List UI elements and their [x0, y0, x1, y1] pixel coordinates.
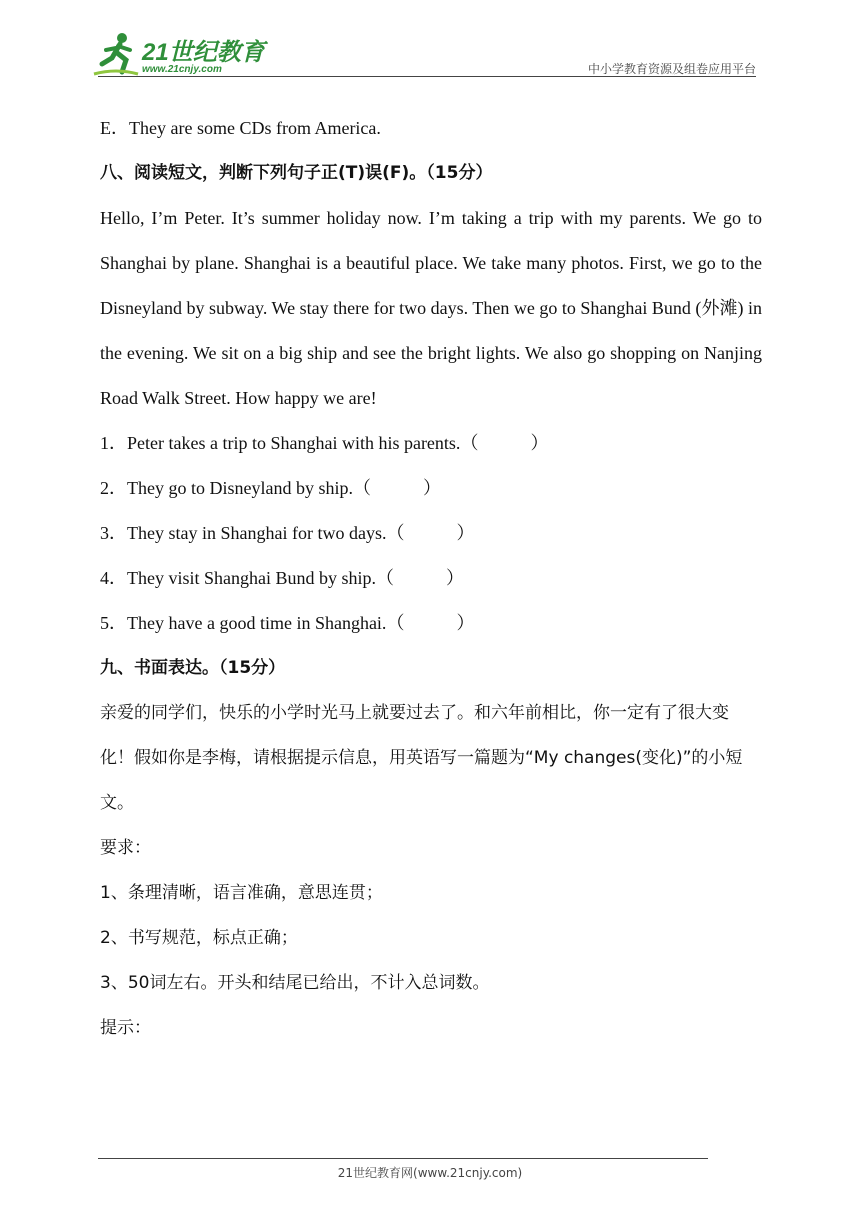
answer-paren-close: ） — [456, 523, 475, 543]
hint-label: 提示： — [100, 1018, 151, 1038]
page-header — [0, 0, 860, 82]
answer-paren-open: （ — [386, 523, 405, 543]
answer-paren-close: ） — [422, 478, 441, 498]
reading-passage: Hello, I’m Peter. It’s summer holiday now. I’m taking a trip with my parents. We go to Shanghai by plane. Shanghai is a beautiful place. We take many photos. First, we go to the Disneyland by subway. We stay there for two days. Then we go to Shanghai Bund (外滩) in the evening. We sit on a big ship and see the bright lights. We also go shopping on Nanjing Road Walk Street. How happy we are! — [100, 208, 762, 408]
logo-url: www.21cnjy.com — [142, 64, 222, 75]
question-number: 2． — [100, 478, 127, 498]
answer-paren-open: （ — [376, 568, 394, 588]
question-text: They have a good time in Shanghai. — [127, 613, 387, 633]
question-number: 4． — [100, 568, 127, 588]
section-8-title: 八、阅读短文，判断下列句子正(T)误(F)。（15分） — [100, 163, 493, 183]
previous-option-e: E．They are some CDs from America. — [100, 118, 381, 138]
requirement-3: 3、50词左右。开头和结尾已给出，不计入总词数。 — [100, 973, 490, 993]
section-9-title: 九、书面表达。（15分） — [100, 658, 286, 678]
question-number: 3． — [100, 523, 127, 543]
question-text: They stay in Shanghai for two days. — [127, 523, 387, 543]
header-divider — [98, 76, 756, 77]
document-body — [100, 106, 762, 1051]
answer-paren-close: ） — [456, 613, 475, 633]
footer-divider — [98, 1158, 708, 1159]
question-3 — [100, 511, 762, 556]
question-number: 5． — [100, 613, 127, 633]
requirement-1: 1、条理清晰，语言准确，意思连贯； — [100, 883, 383, 903]
question-2 — [100, 466, 762, 511]
answer-paren-close: ） — [446, 568, 464, 588]
question-number: 1． — [100, 433, 127, 453]
logo — [92, 30, 272, 80]
requirements-label: 要求： — [100, 838, 151, 858]
answer-paren-open: （ — [386, 613, 405, 633]
answer-paren-close: ） — [530, 433, 549, 453]
question-4 — [100, 556, 762, 601]
question-1 — [100, 421, 762, 466]
answer-paren-open: （ — [460, 433, 479, 453]
page-footer: 21世纪教育网(www.21cnjy.com) — [337, 1166, 523, 1180]
requirement-2: 2、书写规范，标点正确； — [100, 928, 298, 948]
question-text: They go to Disneyland by ship. — [127, 478, 353, 498]
runner-icon — [92, 30, 140, 78]
header-platform-text: 中小学教育资源及组卷应用平台 — [587, 62, 756, 76]
question-5 — [100, 601, 762, 646]
writing-intro: 亲爱的同学们，快乐的小学时光马上就要过去了。和六年前相比，你一定有了很大变化！假如你是李梅，请根据提示信息，用英语写一篇题为“My changes(变化)”的小短文。 — [100, 703, 743, 813]
question-text: Peter takes a trip to Shanghai with his parents. — [127, 433, 461, 453]
logo-text: 21世纪教育 — [142, 39, 265, 66]
answer-paren-open: （ — [352, 478, 371, 498]
question-text: They visit Shanghai Bund by ship. — [127, 568, 376, 588]
